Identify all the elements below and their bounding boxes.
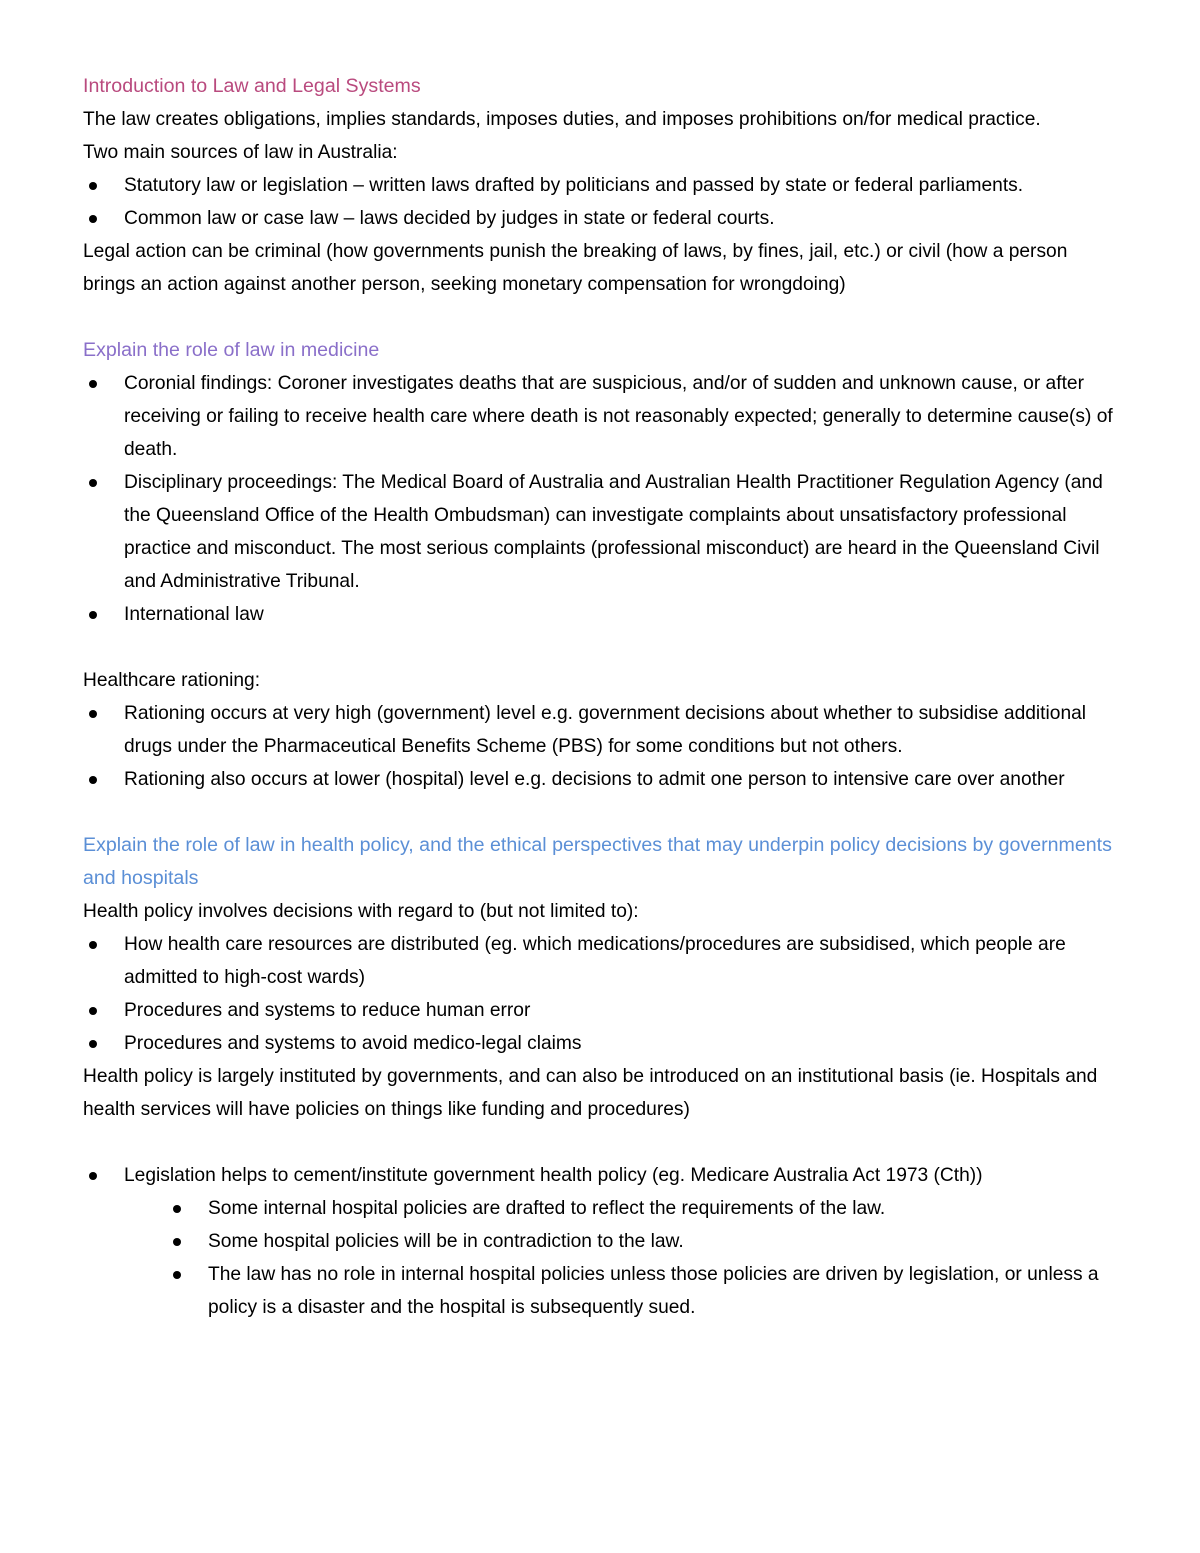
- list-item: Common law or case law – laws decided by judges in state or federal courts.: [83, 202, 1120, 235]
- spacer: [83, 1126, 1120, 1159]
- list-item: Procedures and systems to reduce human error: [83, 994, 1120, 1027]
- rationing-label: Healthcare rationing:: [83, 670, 261, 691]
- heading-intro-law: Introduction to Law and Legal Systems: [83, 75, 421, 97]
- sources-label: Two main sources of law in Australia:: [83, 142, 398, 163]
- list-item: Some internal hospital policies are drafted to reflect the requirements of the law.: [167, 1192, 1120, 1225]
- legislation-sub-list: [167, 1192, 1120, 1324]
- list-item: [83, 1159, 1120, 1324]
- list-item: Coronial findings: Coroner investigates deaths that are suspicious, and/or of sudden and unknown cause, or after receiving or failing to receive health care where death is not reasonably expected; generally to determine cause(s) of death.: [83, 367, 1120, 466]
- spacer: [83, 796, 1120, 829]
- list-item: Procedures and systems to avoid medico-legal claims: [83, 1027, 1120, 1060]
- heading-role-of-law-health-policy: Explain the role of law in health policy, and the ethical perspectives that may underpin policy decisions by governments and hospitals: [83, 834, 1112, 889]
- spacer: [83, 631, 1120, 664]
- sources-list: [83, 169, 1120, 235]
- list-item: Disciplinary proceedings: The Medical Board of Australia and Australian Health Practitioner Regulation Agency (and the Queensland Office of the Health Ombudsman) can investigate complaints about unsatisfactory professional practice and misconduct. The most serious complaints (professional misconduct) are heard in the Queensland Civil and Administrative Tribunal.: [83, 466, 1120, 598]
- list-item: Statutory law or legislation – written laws drafted by politicians and passed by state or federal parliaments.: [83, 169, 1120, 202]
- list-item: International law: [83, 598, 1120, 631]
- legal-action-paragraph: Legal action can be criminal (how governments punish the breaking of laws, by fines, jail, etc.) or civil (how a person brings an action against another person, seeking monetary compensation for wrongdoing): [83, 241, 1068, 295]
- instituted-paragraph: Health policy is largely instituted by governments, and can also be introduced on an institutional basis (ie. Hospitals and health services will have policies on things like funding and procedures): [83, 1066, 1098, 1120]
- list-item: The law has no role in internal hospital policies unless those policies are driven by legislation, or unless a policy is a disaster and the hospital is subsequently sued.: [167, 1258, 1120, 1324]
- heading-role-of-law-medicine: Explain the role of law in medicine: [83, 339, 380, 361]
- rationing-list: [83, 697, 1120, 796]
- list-item: Some hospital policies will be in contradiction to the law.: [167, 1225, 1120, 1258]
- policy-list: [83, 928, 1120, 1060]
- legislation-item-text: Legislation helps to cement/institute government health policy (eg. Medicare Australia Act 1973 (Cth)): [124, 1165, 983, 1186]
- spacer: [83, 301, 1120, 334]
- role-list: [83, 367, 1120, 631]
- intro-paragraph: The law creates obligations, implies standards, imposes duties, and imposes prohibitions on/for medical practice.: [83, 109, 1041, 130]
- legislation-list: [83, 1159, 1120, 1324]
- list-item: Rationing also occurs at lower (hospital) level e.g. decisions to admit one person to intensive care over another: [83, 763, 1120, 796]
- list-item: Rationing occurs at very high (government) level e.g. government decisions about whether to subsidise additional drugs under the Pharmaceutical Benefits Scheme (PBS) for some conditions but not others.: [83, 697, 1120, 763]
- list-item: How health care resources are distributed (eg. which medications/procedures are subsidised, which people are admitted to high-cost wards): [83, 928, 1120, 994]
- policy-label: Health policy involves decisions with regard to (but not limited to):: [83, 901, 639, 922]
